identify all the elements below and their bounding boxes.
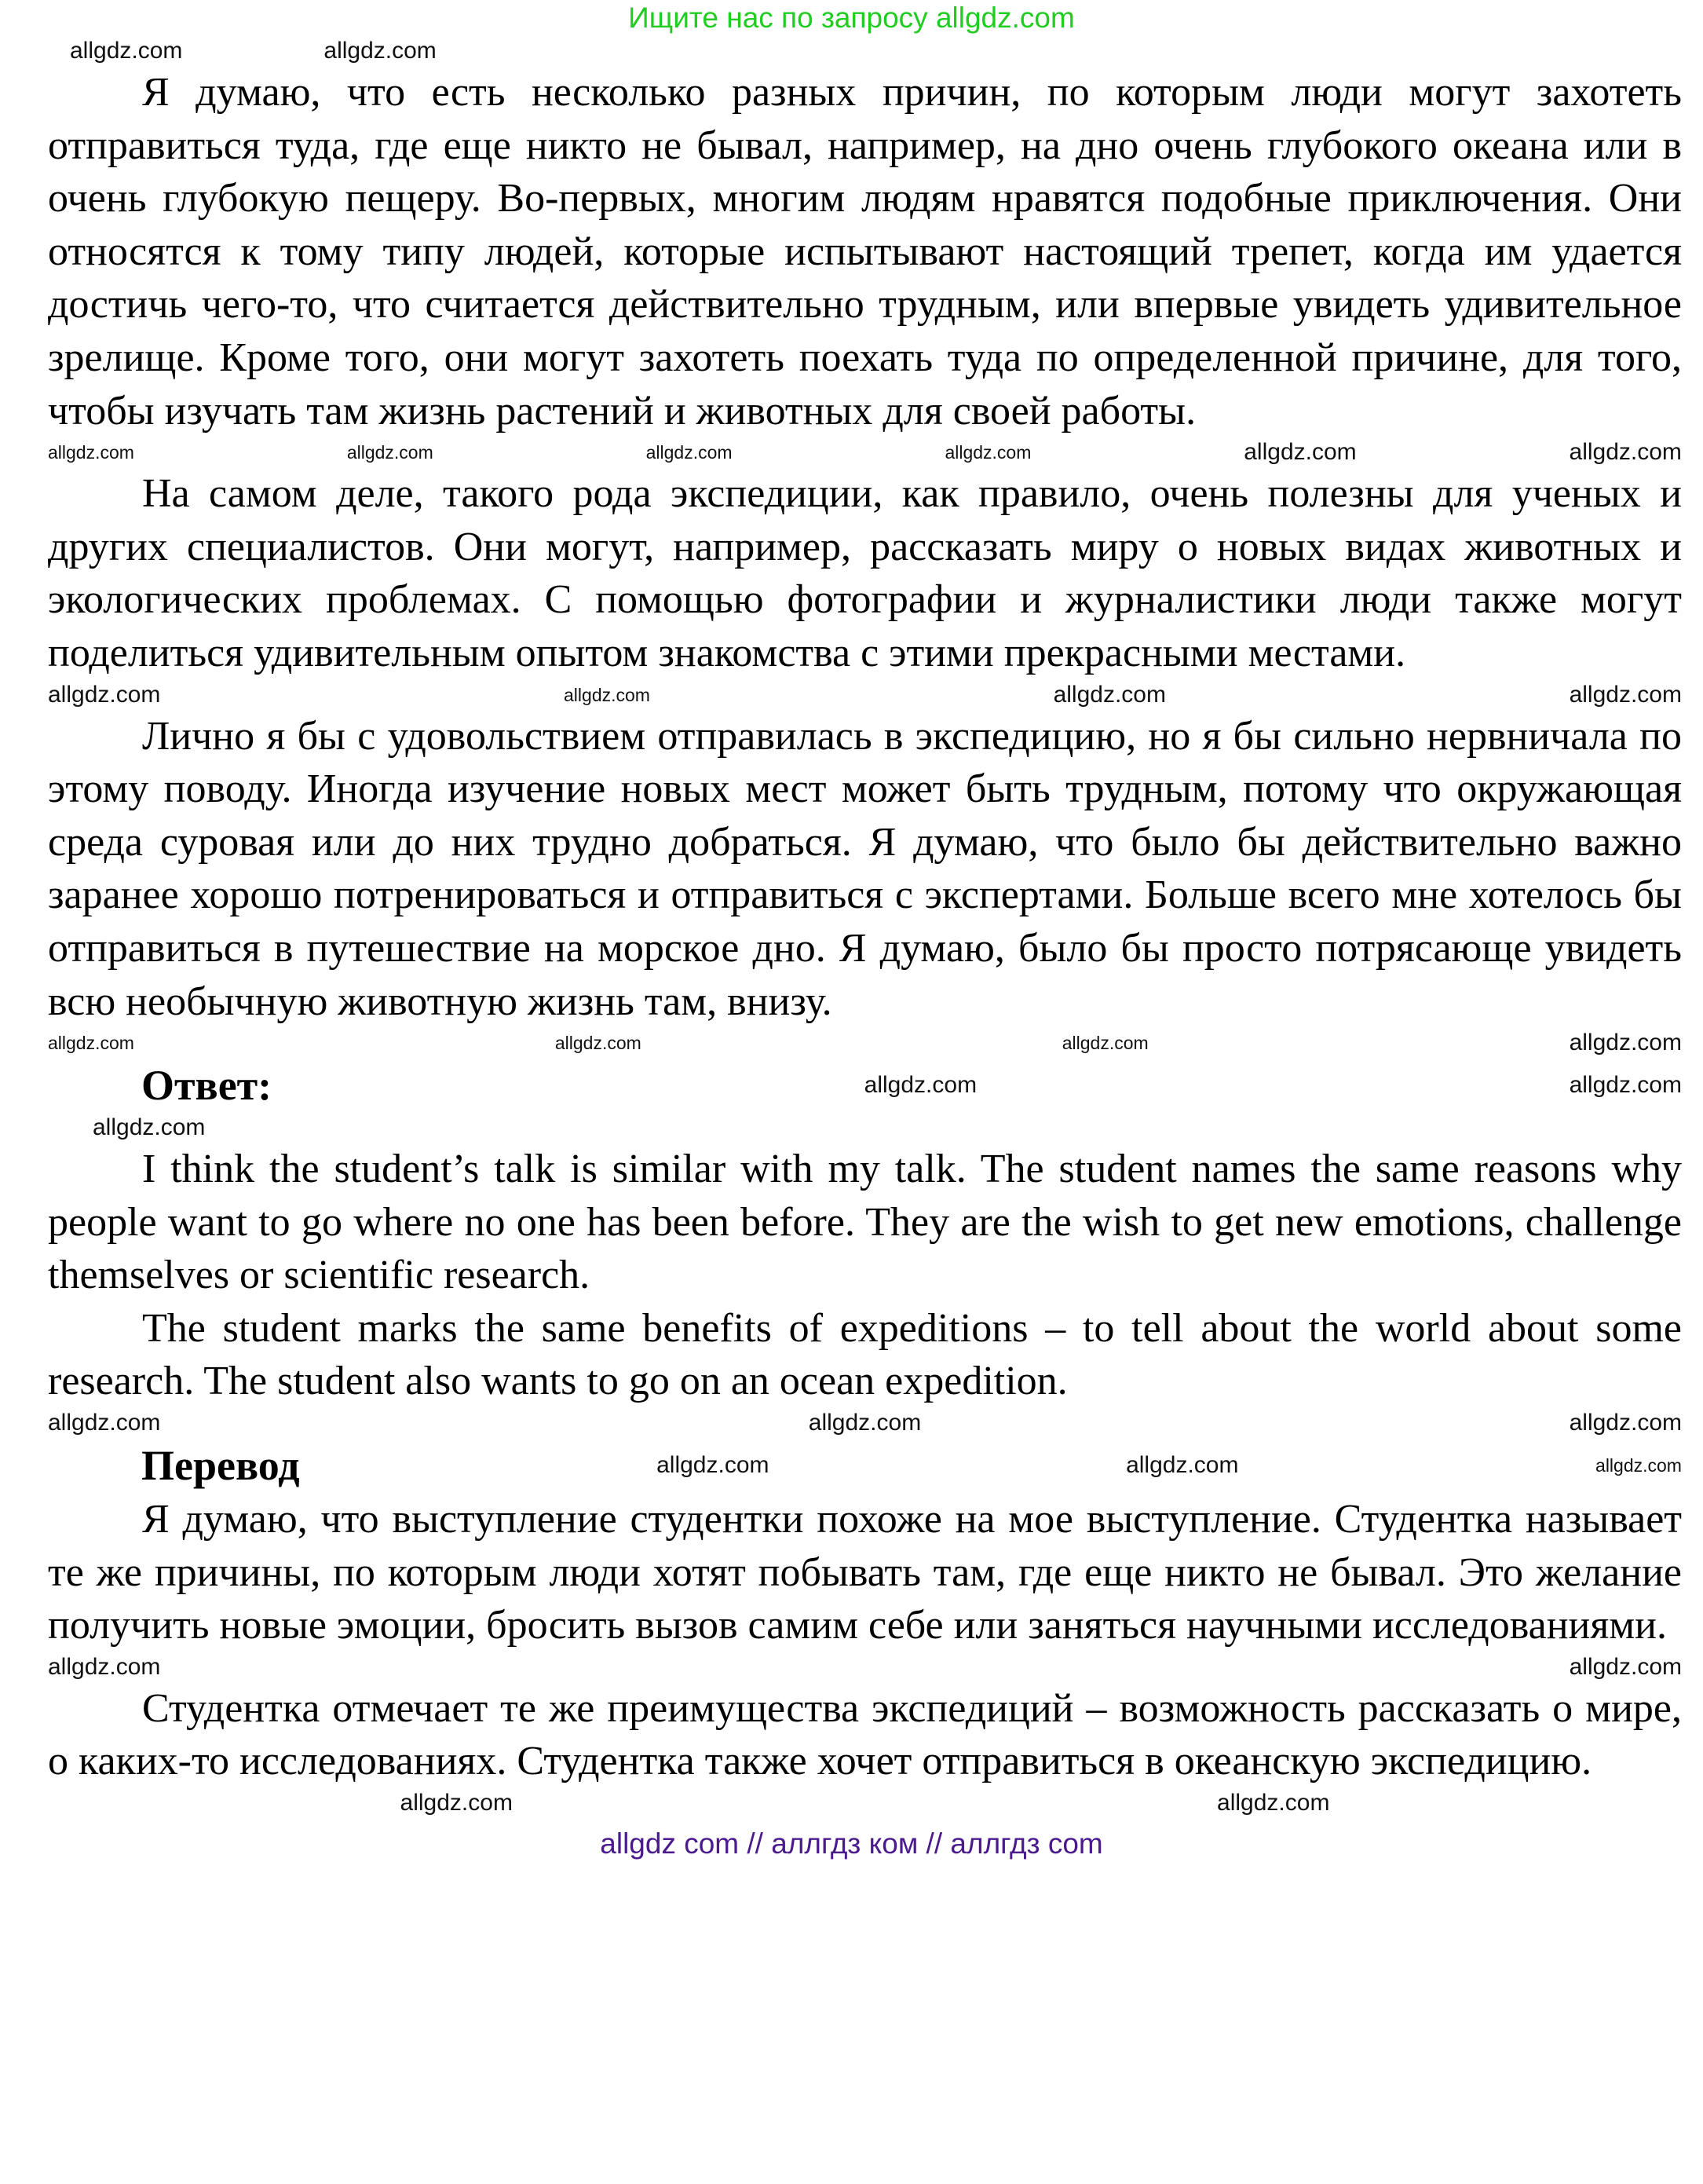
watermark: allgdz.com bbox=[1569, 1410, 1682, 1436]
watermark-row bbox=[48, 680, 1682, 710]
watermark: allgdz.com bbox=[323, 38, 437, 64]
watermark: allgdz.com bbox=[645, 442, 733, 463]
answer-paragraph-1: I think the student’s talk is similar with my talk. The student names the same reasons why people want to go where no one has been before. They are the wish to get new emotions, challenge themselves or scientific research. bbox=[48, 1147, 1682, 1298]
watermark: allgdz.com bbox=[1126, 1452, 1239, 1479]
watermark: allgdz.com bbox=[400, 1790, 513, 1816]
watermark: allgdz.com bbox=[1217, 1790, 1330, 1816]
watermark: allgdz.com bbox=[1569, 1072, 1682, 1099]
watermark: allgdz.com bbox=[864, 1072, 978, 1099]
task-paragraph-2: На самом деле, такого рода экспедиции, как правило, очень полезны для ученых и других специалистов. Они могут, например, рассказать миру о новых видах животных и экологических проблемах. С помощью фотографии и журналистики люди также могут поделиться удивительным опытом знакомства с этими прекрасными местами. bbox=[48, 471, 1682, 675]
watermark: allgdz.com bbox=[808, 1410, 922, 1436]
watermark: allgdz.com bbox=[1053, 681, 1166, 708]
search-banner[interactable]: Ищите нас по запросу allgdz.com bbox=[628, 2, 1075, 34]
watermark: allgdz.com bbox=[93, 1114, 206, 1141]
watermark: allgdz.com bbox=[554, 1033, 641, 1054]
watermark: allgdz.com bbox=[1569, 1030, 1682, 1056]
answer-heading: Ответ: bbox=[141, 1062, 272, 1110]
watermark: allgdz.com bbox=[48, 1653, 161, 1680]
translation-paragraph-2: Студентка отмечает те же преимущества экспедиций – возможность рассказать о мире, о каких-то исследованиях. Студентка также хочет отправиться в океанскую экспедицию. bbox=[48, 1685, 1682, 1784]
page bbox=[48, 0, 1682, 1862]
watermark-row bbox=[48, 1408, 1682, 1438]
watermark-row bbox=[48, 1788, 1682, 1818]
watermark: allgdz.com bbox=[1569, 681, 1682, 708]
watermark: allgdz.com bbox=[48, 681, 161, 708]
watermark: allgdz.com bbox=[1569, 1653, 1682, 1680]
watermark: allgdz.com bbox=[945, 442, 1032, 463]
footer-links[interactable]: allgdz com // аллгдз ком // аллгдз com bbox=[600, 1827, 1103, 1860]
watermark: allgdz.com bbox=[70, 38, 183, 64]
watermark: allgdz.com bbox=[1569, 439, 1682, 466]
translation-paragraph-1: Я думаю, что выступление студентки похоже на мое выступление. Студентка называет те же причины, по которым люди хотят побывать там, где еще никто не бывал. Это желание получить новые эмоции, бросить вызов самим себе или заняться научными исследованиями. bbox=[48, 1497, 1682, 1648]
watermark: allgdz.com bbox=[1062, 1033, 1149, 1054]
watermark: allgdz.com bbox=[48, 442, 134, 463]
watermark: allgdz.com bbox=[1244, 439, 1357, 466]
watermark: allgdz.com bbox=[656, 1452, 769, 1479]
watermark: allgdz.com bbox=[346, 442, 433, 463]
watermark-row bbox=[48, 36, 1682, 66]
watermark: allgdz.com bbox=[48, 1033, 134, 1054]
answer-paragraph-2: The student marks the same benefits of expeditions – to tell about the world about some research. The student also wants to go on an ocean expedition. bbox=[48, 1305, 1682, 1404]
translation-heading: Перевод bbox=[141, 1442, 300, 1490]
task-paragraph-3: Лично я бы с удовольствием отправилась в экспедицию, но я бы сильно нервничала по этому поводу. Иногда изучение новых мест может быть трудным, потому что окружающая среда суровая или до них трудно добраться. Я думаю, что было бы действительно важно заранее хорошо потренироваться и отправиться с экспертами. Больше всего мне хотелось бы отправиться в путешествие на морское дно. Я думаю, было бы просто потрясающе увидеть всю необычную животную жизнь там, внизу. bbox=[48, 713, 1682, 1024]
translation-heading-row bbox=[48, 1438, 1682, 1493]
answer-heading-row bbox=[48, 1058, 1682, 1113]
watermark: allgdz.com bbox=[48, 1410, 161, 1436]
watermark-row bbox=[48, 1028, 1682, 1058]
watermark-row bbox=[48, 1652, 1682, 1682]
watermark-row bbox=[48, 437, 1682, 467]
watermark: allgdz.com bbox=[564, 684, 650, 705]
watermark: allgdz.com bbox=[1595, 1455, 1682, 1476]
watermark-row bbox=[48, 1113, 1682, 1143]
task-paragraph-1: Я думаю, что есть несколько разных причин, по которым люди могут захотеть отправиться туда, где еще никто не бывал, например, на дно очень глубокого океана или в очень глубокую пещеру. Во-первых, многим людям нравятся подобные приключения. Они относятся к тому типу людей, которые испытывают настоящий трепет, когда им удается достичь чего-то, что считается действительно трудным, или впервые увидеть удивительное зрелище. Кроме того, они могут захотеть поехать туда по определенной причине, для того, чтобы изучать там жизнь растений и животных для своей работы. bbox=[48, 70, 1682, 434]
